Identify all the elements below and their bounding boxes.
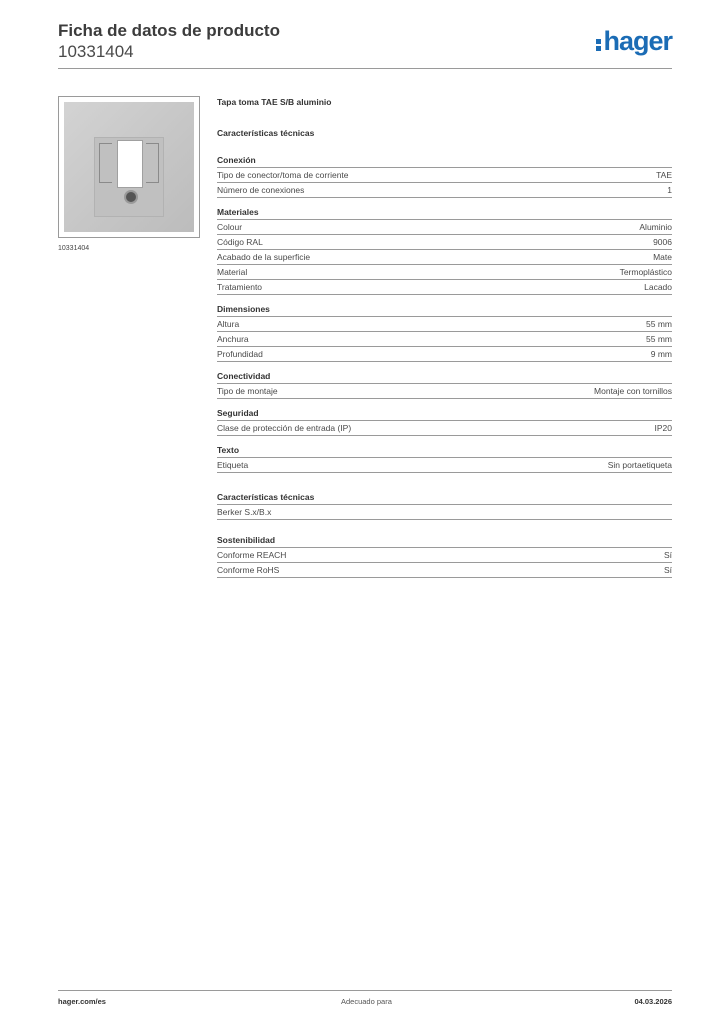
tech-section-2 [217,491,672,520]
spec-label: Colour [217,222,243,232]
brand-name: hager [603,26,672,56]
spec-row [217,548,672,563]
image-caption: 10331404 [58,245,90,252]
spec-row [217,347,672,362]
sustainability-section [217,534,672,578]
spec-value: Termoplástico [619,267,672,277]
section-materiales [217,206,672,295]
spec-label: Material [217,267,248,277]
spec-sections [217,154,672,473]
spec-label: Profundidad [217,349,263,359]
section-sostenibilidad [217,534,672,578]
spec-label: Número de conexiones [217,185,305,195]
spec-value: 9006 [653,237,672,247]
spec-row [217,168,672,183]
spec-label: Anchura [217,334,249,344]
spec-content [217,96,672,578]
section-seguridad [217,407,672,436]
spec-label: Etiqueta [217,460,249,470]
cover-plate-image [64,102,194,232]
bracket-right [146,143,159,183]
spec-row [217,332,672,347]
spec-value: Sin portaetiqueta [607,460,672,470]
spec-row [217,250,672,265]
spec-label: Altura [217,319,240,329]
spec-row [217,563,672,578]
spec-value: TAE [656,170,672,180]
spec-value: 55 mm [646,319,672,329]
spec-row [217,317,672,332]
spec-row [217,265,672,280]
spec-value: Sí [663,550,672,560]
spec-value: Lacado [644,282,672,292]
section-conexion [217,154,672,198]
tech-heading: Características técnicas [217,128,315,138]
spec-row [217,421,672,436]
spec-row [217,458,672,473]
section-caracteristicas-tecnicas [217,491,672,520]
plate-center-insert [94,137,164,217]
section-title: Texto [217,444,672,458]
section-title: Sostenibilidad [217,534,672,548]
logo-dots-icon [596,36,601,50]
spec-row [217,280,672,295]
spec-value: Sí [663,565,672,575]
spec-label: Acabado de la superficie [217,252,311,262]
connector-slot [117,140,143,188]
spec-row [217,505,672,520]
footer-divider [58,990,672,991]
spec-value: Montaje con tornillos [594,386,672,396]
footer-date: 04.03.2026 [634,997,672,1006]
section-title: Conexión [217,154,672,168]
spec-value: 55 mm [646,334,672,344]
header-divider [58,68,672,69]
bracket-left [99,143,112,183]
section-title: Características técnicas [217,491,672,505]
document-title: Ficha de datos de producto [58,21,280,40]
section-dimensiones [217,303,672,362]
spec-label: Código RAL [217,237,263,247]
spec-label: Tipo de montaje [217,386,278,396]
spec-label: Conforme RoHS [217,565,280,575]
spec-label: Berker S.x/B.x [217,507,272,517]
spec-label: Tratamiento [217,282,263,292]
section-title: Dimensiones [217,303,672,317]
spec-label: Conforme REACH [217,550,287,560]
product-image [58,96,200,238]
spec-row [217,384,672,399]
spec-value: Aluminio [639,222,672,232]
document-header [58,20,672,70]
hager-logo [596,26,672,56]
section-conectividad [217,370,672,399]
spec-value: 1 [667,185,672,195]
spec-value: IP20 [654,423,672,433]
section-title: Conectividad [217,370,672,384]
section-texto [217,444,672,473]
footer-website[interactable]: hager.com/es [58,997,106,1006]
spec-value: 9 mm [650,349,672,359]
screw-icon [124,190,138,204]
spec-row [217,220,672,235]
section-title: Materiales [217,206,672,220]
section-title: Seguridad [217,407,672,421]
spec-row [217,235,672,250]
footer-suitable-for: Adecuado para [341,997,392,1006]
spec-value: Mate [653,252,672,262]
spec-label: Tipo de conector/toma de corriente [217,170,349,180]
spec-label: Clase de protección de entrada (IP) [217,423,352,433]
product-code: 10331404 [58,42,134,61]
spec-row [217,183,672,198]
product-name: Tapa toma TAE S/B aluminio [217,97,332,107]
